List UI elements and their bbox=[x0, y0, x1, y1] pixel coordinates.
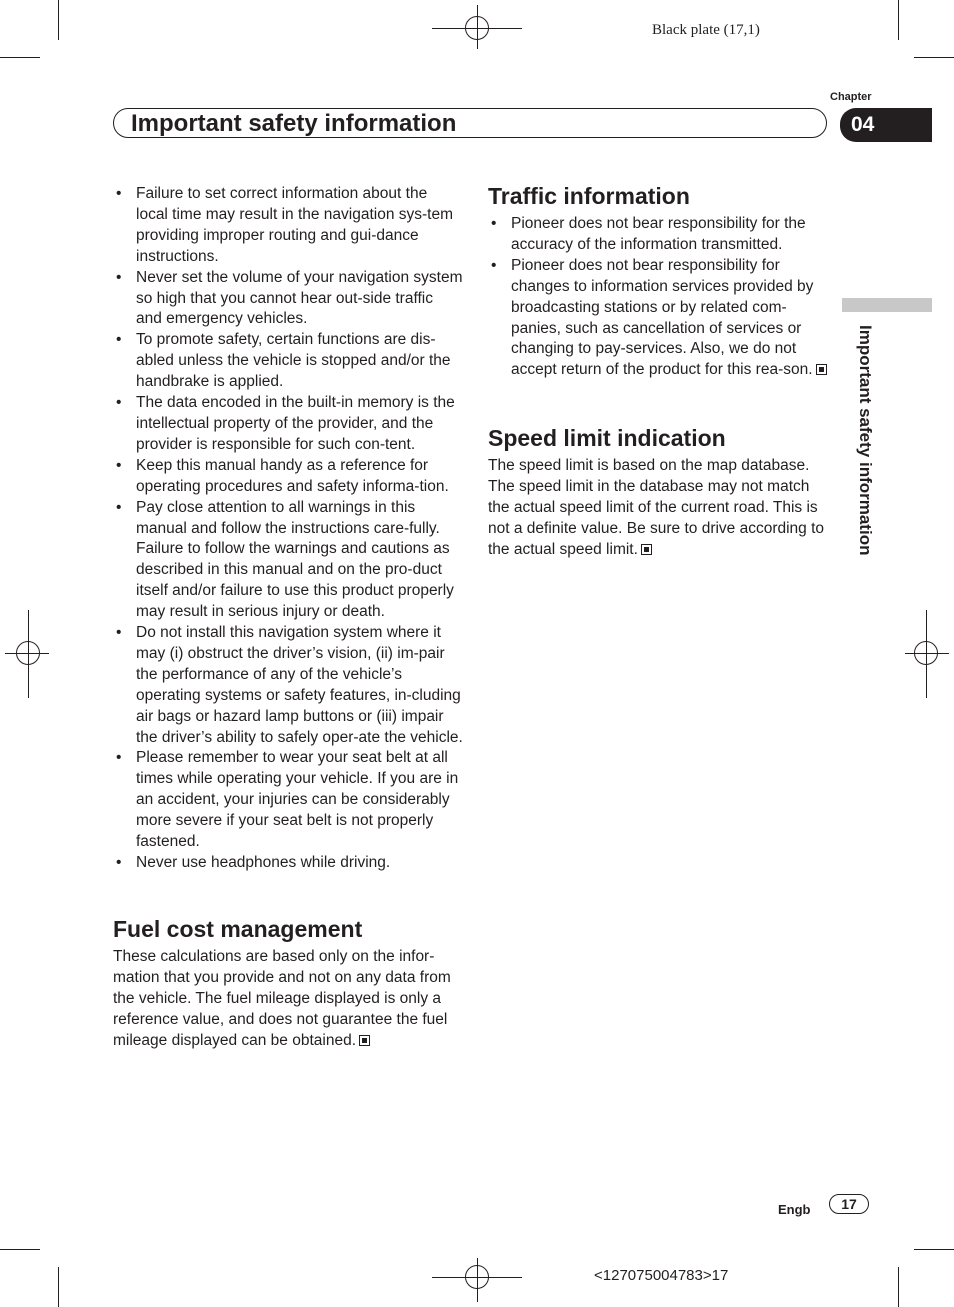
fuel-cost-text: These calculations are based only on the infor-mation that you provide and not on any data from the vehicle. The fuel mileage displayed is only a reference value, and does not guarantee the fuel mileage displayed can be obtained. bbox=[113, 947, 451, 1049]
list-item: • Never set the volume of your navigation system so high that you cannot hear out-side traffic and emergency vehicles. bbox=[113, 268, 463, 331]
document-code: <127075004783>17 bbox=[594, 1267, 729, 1284]
list-item: • Failure to set correct information about the local time may result in the navigation sys-tem providing improper routing and gui-dance instructions. bbox=[113, 184, 463, 268]
speed-limit-heading: Speed limit indication bbox=[488, 425, 726, 452]
list-item: • To promote safety, certain functions are dis-abled unless the vehicle is stopped and/or the handbrake is applied. bbox=[113, 330, 463, 393]
traffic-info-heading: Traffic information bbox=[488, 183, 690, 209]
page-number: 17 bbox=[829, 1194, 869, 1214]
safety-bullet-list bbox=[113, 184, 463, 874]
left-column bbox=[113, 184, 463, 1051]
list-item-text: Pioneer does not bear responsibility for changes to information services provided by broadcasting stations or by related com-panies, such as cancellation of services or changing to pay-services. Also, we do not accept return of the product for this rea-son. bbox=[511, 256, 814, 379]
list-item: • Keep this manual handy as a reference for operating procedures and safety informa-tion. bbox=[113, 456, 463, 498]
list-item: • Never use headphones while driving. bbox=[113, 853, 463, 874]
side-tab-label: Important safety information bbox=[856, 325, 875, 556]
end-of-section-icon bbox=[641, 544, 652, 555]
side-tab-marker bbox=[842, 298, 932, 312]
page-title: Important safety information bbox=[131, 110, 457, 137]
list-item-continuation: Failure to follow the warnings and cautions as described in this manual and on the pro-duct itself and/or failure to use this product properly may result in serious injury or death. bbox=[136, 540, 454, 621]
fuel-cost-paragraph bbox=[113, 947, 463, 1052]
list-item: • The data encoded in the built-in memory is the intellectual property of the provider, and the provider is responsible for such con-tent. bbox=[113, 393, 463, 456]
traffic-bullet-list bbox=[488, 214, 833, 381]
list-item-text: Pay close attention to all warnings in this manual and follow the instructions care-fully. bbox=[136, 498, 440, 537]
plate-label: Black plate (17,1) bbox=[652, 22, 760, 38]
list-item: • Please remember to wear your seat belt at all times while operating your vehicle. If you are in an accident, your injuries can be considerably more severe if your seat belt is not properly fastened. bbox=[113, 748, 463, 853]
speed-limit-paragraph bbox=[488, 456, 833, 561]
fuel-cost-heading: Fuel cost management bbox=[113, 915, 363, 942]
chapter-number: 04 bbox=[851, 113, 875, 136]
speed-limit-text: The speed limit is based on the map database. The speed limit in the database may not match the actual speed limit of the current road. This is not a definite value. Be sure to drive according to the actual speed limit. bbox=[488, 457, 825, 558]
language-code: Engb bbox=[778, 1202, 811, 1217]
list-item: • Pioneer does not bear responsibility for the accuracy of the information transmitted. bbox=[488, 214, 833, 256]
end-of-section-icon bbox=[816, 364, 827, 375]
right-column bbox=[488, 181, 833, 561]
list-item-with-end-mark bbox=[488, 256, 833, 381]
list-item: • Do not install this navigation system where it may (i) obstruct the driver’s vision, (ii) im-pair the performance of any of the vehicle’s operating systems or safety features, in-cluding air bags or hazard lamp buttons or (iii) impair the driver’s ability to safely oper-ate the vehicle. bbox=[113, 623, 463, 748]
end-of-section-icon bbox=[359, 1035, 370, 1046]
chapter-label: Chapter bbox=[830, 91, 872, 103]
list-item-with-continuation bbox=[113, 498, 463, 623]
